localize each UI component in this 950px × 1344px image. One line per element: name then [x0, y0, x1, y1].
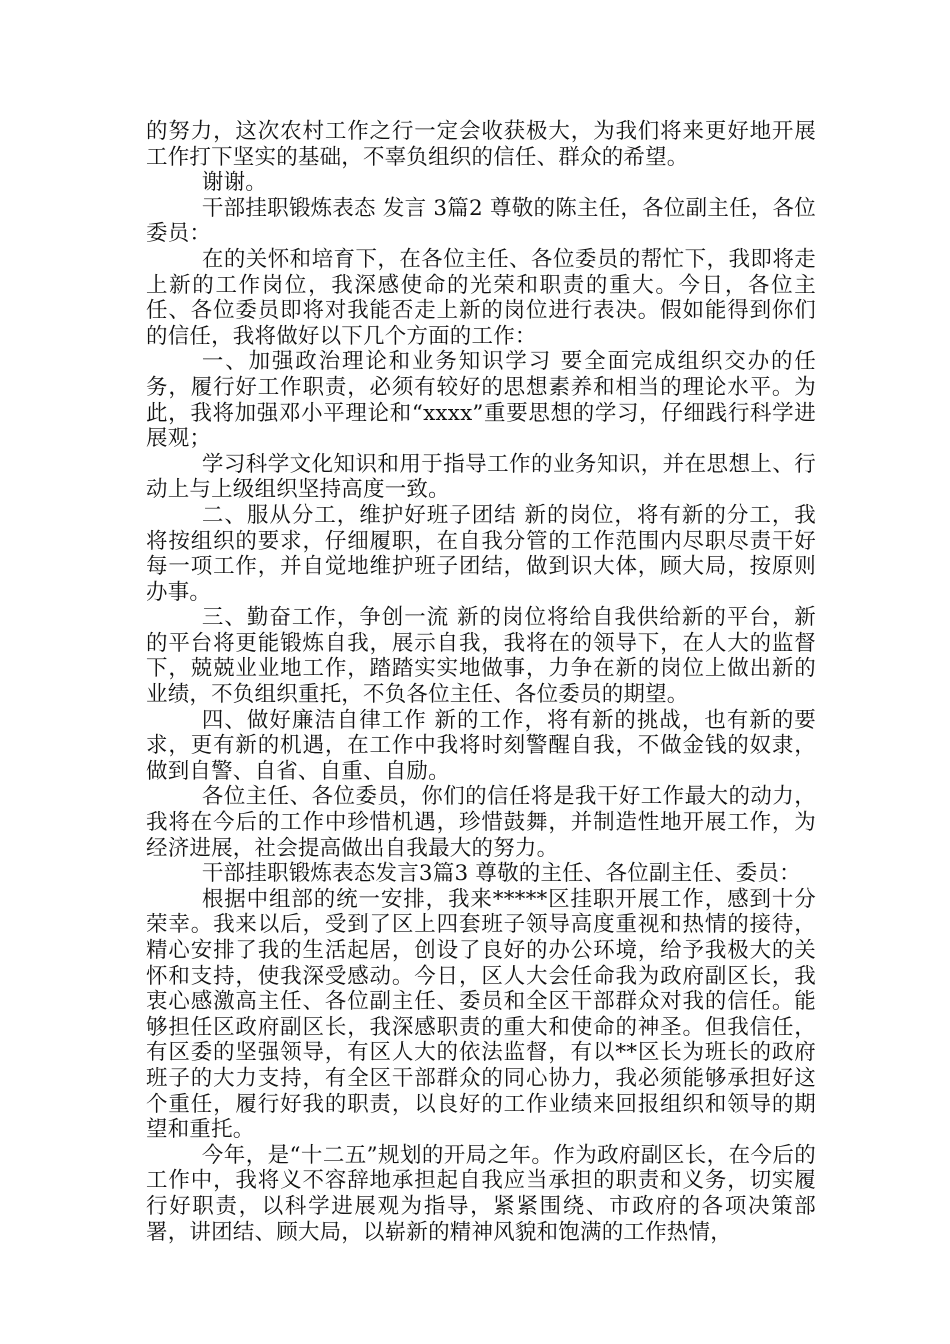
paragraph-7: 二、服从分工，维护好班子团结 新的岗位，将有新的分工，我将按组织的要求，仔细履职，在自我分管的工作范围内尽职尽责干好每一项工作，并自觉地维护班子团结，做到识大体，顾大局，按原则办事。 — [146, 502, 816, 605]
paragraph-1: 的努力，这次农村工作之行一定会收获极大，为我们将来更好地开展工作打下坚实的基础，不辜负组织的信任、群众的希望。 — [146, 119, 816, 170]
paragraph-4: 在的关怀和培育下，在各位主任、各位委员的帮忙下，我即将走上新的工作岗位，我深感使命的光荣和职责的重大。今日，各位主任、各位委员即将对我能否走上新的岗位进行表决。假如能得到你们的信任，我将做好以下几个方面的工作： — [146, 246, 816, 349]
paragraph-3-heading: 干部挂职锻炼表态 发言 3篇2 尊敬的陈主任，各位副主任，各位委员： — [146, 195, 816, 247]
paragraph-8: 三、勤奋工作，争创一流 新的岗位将给自我供给新的平台，新的平台将更能锻炼自我，展示自我，我将在的领导下，在人大的监督下，兢兢业业地工作，踏踏实实地做事，力争在新的岗位上做出新的业绩，不负组织重托，不负各位主任、各位委员的期望。 — [146, 605, 816, 708]
paragraph-12: 根据中组部的统一安排，我来*****区挂职开展工作，感到十分荣幸。我来以后，受到了区上四套班子领导高度重视和热情的接待，精心安排了我的生活起居，创设了良好的办公环境，给予我极大的关怀和支持，使我深受感动。今日，区人大会任命我为政府副区长，我衷心感激高主任、各位副主任、委员和全区干部群众对我的信任。能够担任区政府副区长，我深感职责的重大和使命的神圣。但我信任，有区委的坚强领导，有区人大的依法监督，有以**区长为班长的政府班子的大力支持，有全区干部群众的同心协力，我必须能够承担好这个重任，履行好我的职责，以良好的工作业绩来回报组织和领导的期望和重托。 — [146, 886, 816, 1143]
paragraph-2: 谢谢。 — [201, 170, 267, 196]
paragraph-10: 各位主任、各位委员，你们的信任将是我干好工作最大的动力，我将在今后的工作中珍惜机遇，珍惜鼓舞，并制造性地开展工作，为经济进展，社会提高做出自我最大的努力。 — [146, 784, 816, 861]
paragraph-6: 学习科学文化知识和用于指导工作的业务知识，并在思想上、行动上与上级组织坚持高度一致。 — [146, 451, 816, 503]
paragraph-9: 四、做好廉洁自律工作 新的工作，将有新的挑战，也有新的要求，更有新的机遇，在工作中我将时刻警醒自我，不做金钱的奴隶，做到自警、自省、自重、自励。 — [146, 707, 816, 784]
paragraph-11-heading: 干部挂职锻炼表态发言3篇3 尊敬的主任、各位副主任、委员： — [201, 861, 801, 887]
paragraph-5: 一、加强政治理论和业务知识学习 要全面完成组织交办的任务，履行好工作职责，必须有较好的思想素养和相当的理论水平。为此，我将加强邓小平理论和“xxxx”重要思想的学习，仔细践行科学进展观； — [146, 349, 816, 452]
paragraph-13: 今年，是“十二五”规划的开局之年。作为政府副区长，在今后的工作中，我将义不容辞地承担起自我应当承担的职责和义务，切实履行好职责，以科学进展观为指导，紧紧围绕、市政府的各项决策部署，讲团结、顾大局，以崭新的精神风貌和饱满的工作热情， — [146, 1142, 816, 1245]
document-page — [146, 119, 816, 1245]
